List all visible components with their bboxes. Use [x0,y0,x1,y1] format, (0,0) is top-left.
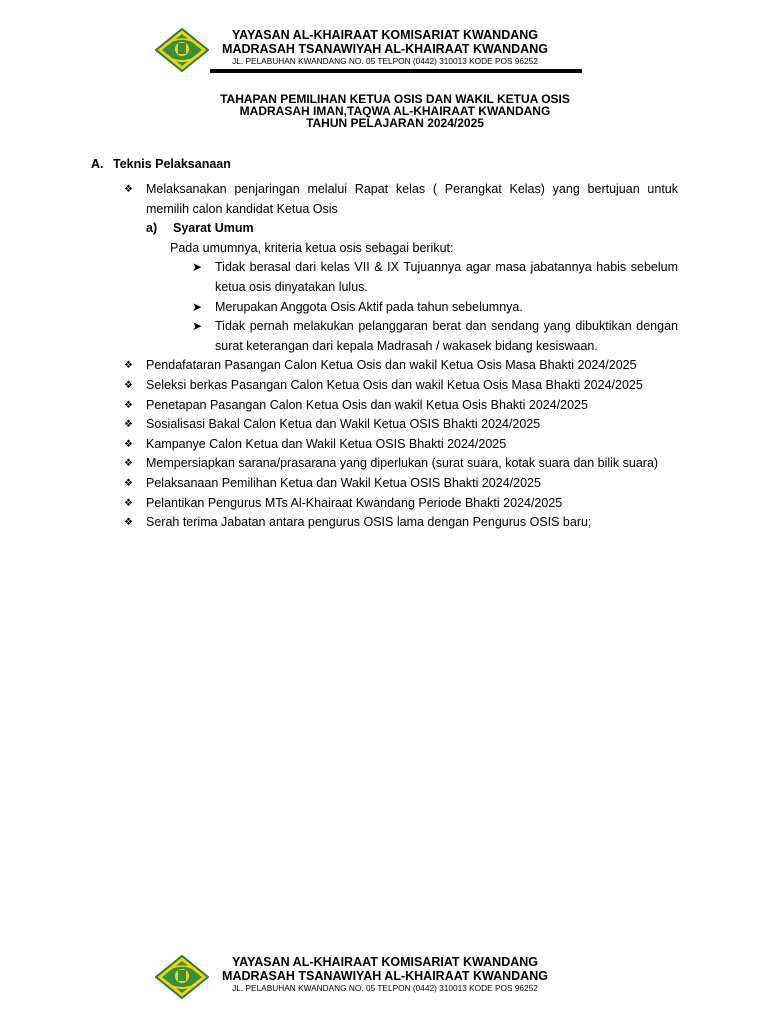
section-title: Teknis Pelaksanaan [113,157,231,171]
list-item: ❖ Penetapan Pasangan Calon Ketua Osis dan wakil Ketua Osis Bhakti 2024/2025 [124,396,678,416]
diamond-bullet-icon: ❖ [124,458,133,470]
foundation-name: YAYASAN AL-KHAIRAAT KOMISARIAT KWANDANG [231,955,539,969]
list-item: ❖ Seleksi berkas Pasangan Calon Ketua Osis dan wakil Ketua Osis Masa Bhakti 2024/2025 [124,376,678,396]
title-line-2: MADRASAH IMAN,TAQWA AL-KHAIRAAT KWANDANG [239,104,551,118]
school-address: JL. PELABUHAN KWANDANG NO. 05 TELPON (0442) 310013 KODE POS 96252 [232,983,538,993]
title-line-1: TAHAPAN PEMILIHAN KETUA OSIS DAN WAKIL KETUA OSIS [220,92,570,106]
diamond-bullet-icon: ❖ [124,517,133,529]
list-item: ❖ Pelantikan Pengurus MTs Al-Khairaat Kwandang Periode Bhakti 2024/2025 [124,494,678,514]
criteria-item: ➤ Tidak pernah melakukan pelanggaran berat dan sendang yang dibuktikan dengan surat keterangan dari kepala Madrasah / wakasek bidang kesiswaan. [192,319,678,353]
diamond-bullet-icon: ❖ [124,379,133,391]
diamond-bullet-icon: ❖ [124,399,133,411]
letterhead-footer [155,955,585,993]
arrowhead-bullet-icon: ➤ [192,299,203,314]
diamond-bullet-icon: ❖ [124,419,133,431]
criteria-item: ➤ Merupakan Anggota Osis Aktif pada tahun sebelumnya. [124,298,678,318]
section-heading [91,157,231,171]
arrowhead-bullet-icon: ➤ [192,319,203,334]
sub-heading-mark: a) [146,221,158,236]
arrowhead-bullet-icon: ➤ [192,260,203,275]
list-item: ❖ Mempersiapkan sarana/prasarana yang diperlukan (surat suara, kotak suara dan bilik suara) [124,454,678,474]
diamond-bullet-icon: ❖ [124,360,133,372]
list-item: ❖ Sosialisasi Bakal Calon Ketua dan Wakil Ketua OSIS Bhakti 2024/2025 [124,415,678,435]
foundation-name: YAYASAN AL-KHAIRAAT KOMISARIAT KWANDANG [231,28,539,42]
list-item: ❖ Pelaksanaan Pemilihan Ketua dan Wakil Ketua OSIS Bhakti 2024/2025 [124,474,678,494]
school-address: JL. PELABUHAN KWANDANG NO. 05 TELPON (0442) 310013 KODE POS 96252 [232,56,538,66]
diamond-bullet-icon: ❖ [124,477,133,489]
sub-heading [124,219,678,239]
steps-list [124,180,678,533]
letterhead-header [155,28,585,66]
criteria-item: ➤ Tidak berasal dari kelas VII & IX Tujuannya agar masa jabatannya habis sebelum ketua osis dinyatakan lulus. [192,260,678,294]
madrasah-emblem-icon [155,955,209,999]
list-item: ❖ Melaksanakan penjaringan melalui Rapat kelas ( Perangkat Kelas) yang bertujuan untuk memilih calon kandidat Ketua Osis [124,182,678,216]
list-item: ❖ Serah terima Jabatan antara pengurus OSIS lama dengan Pengurus OSIS baru; [124,513,678,533]
list-item: ❖ Pendafataran Pasangan Calon Ketua Osis dan wakil Ketua Osis Masa Bhakti 2024/2025 [124,356,678,376]
diamond-bullet-icon: ❖ [124,438,133,450]
diamond-bullet-icon: ❖ [124,497,133,509]
title-line-3: TAHUN PELAJARAN 2024/2025 [306,116,484,130]
section-number: A. [91,157,104,171]
sub-heading-title: Syarat Umum [173,221,254,236]
school-name: MADRASAH TSANAWIYAH AL-KHAIRAAT KWANDANG [222,969,548,983]
list-item: ❖ Kampanye Calon Ketua dan Wakil Ketua OSIS Bhakti 2024/2025 [124,435,678,455]
criteria-intro: Pada umumnya, kriteria ketua osis sebagai berikut: [170,240,454,255]
letterhead-divider [210,69,582,73]
diamond-bullet-icon: ❖ [124,184,133,195]
school-name: MADRASAH TSANAWIYAH AL-KHAIRAAT KWANDANG [222,42,548,56]
madrasah-emblem-icon [155,28,209,72]
document-title [0,93,768,129]
